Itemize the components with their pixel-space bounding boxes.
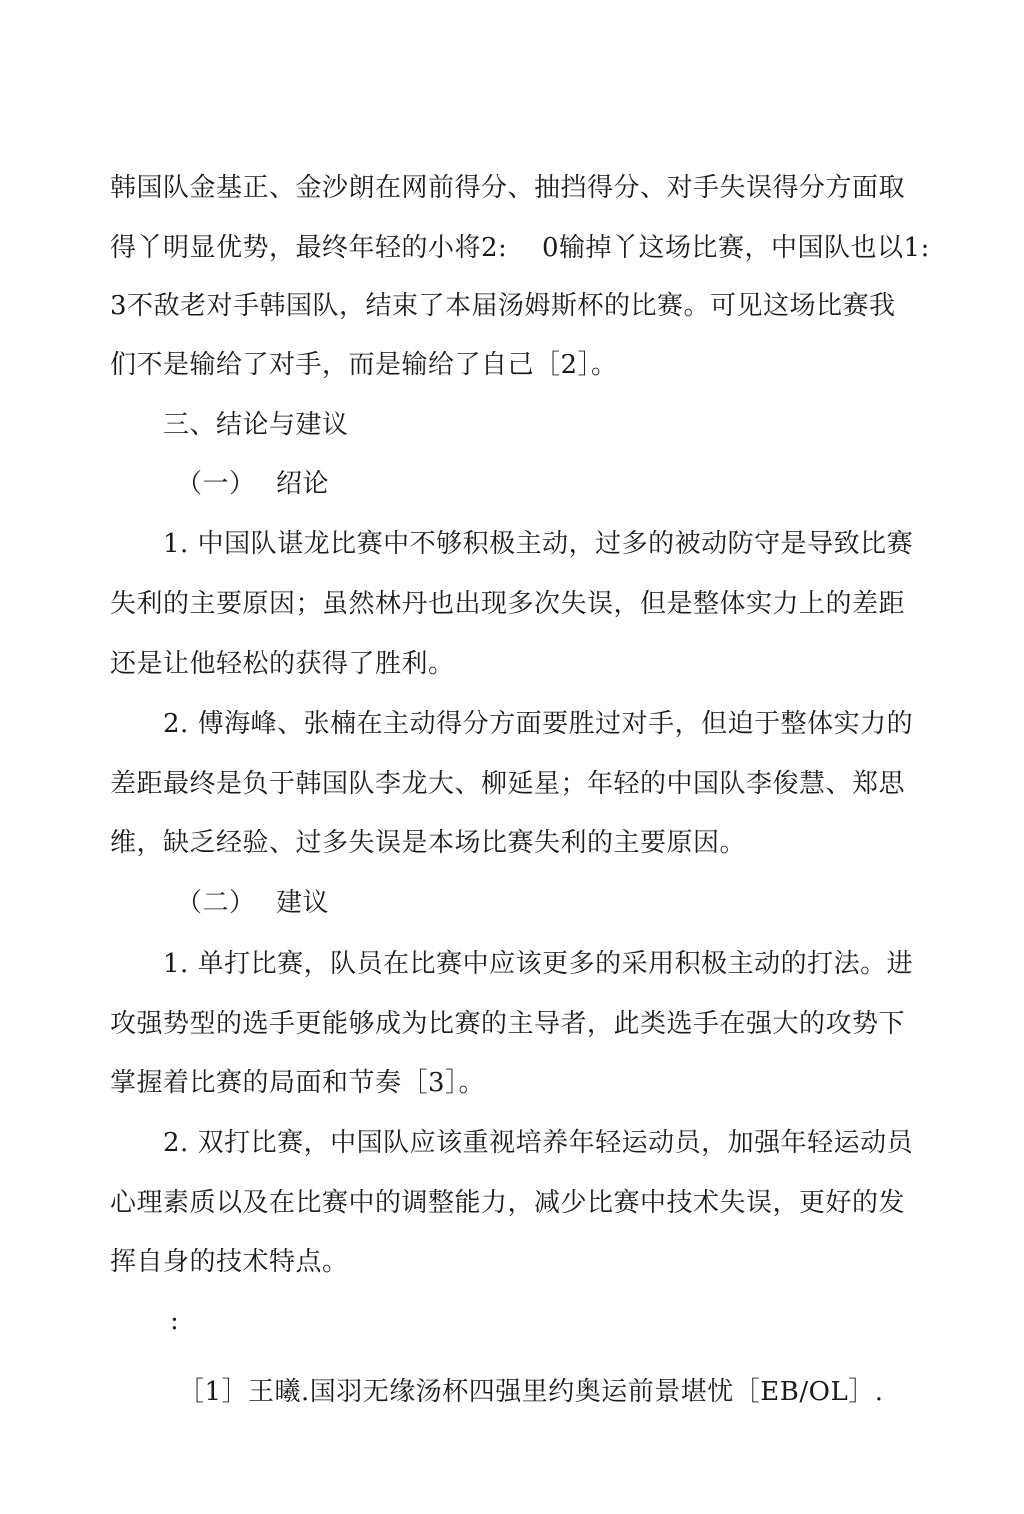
suggestion-item-2-line: 2. 双打比赛，中国队应该重视培养年轻运动员，加强年轻运动员 xyxy=(163,1128,914,1158)
suggestion-item-2-line: 挥自身的技术特点。 xyxy=(110,1247,349,1277)
suggestion-item-1-line: 攻强势型的选手更能够成为比赛的主导者，此类选手在强大的攻势下 xyxy=(110,1009,906,1039)
paragraph-line: 们不是输给了对手，而是输给了自己［2］。 xyxy=(110,350,618,380)
section-heading: 三、结论与建议 xyxy=(163,410,349,440)
conclusion-item-2-line: 2. 傅海峰、张楠在主动得分方面要胜过对手，但迫于整体实力的 xyxy=(163,709,914,739)
conclusion-item-1-line: 失利的主要原因；虽然林丹也出现多次失误，但是整体实力上的差距 xyxy=(110,589,906,619)
subsection-heading-title: 建议 xyxy=(276,888,330,918)
conclusion-item-2-line: 维，缺乏经验、过多失误是本场比赛失利的主要原因。 xyxy=(110,828,747,858)
paragraph-line: 3不敌老对手韩国队，结束了本届汤姆斯杯的比赛。可见这场比赛我 xyxy=(110,291,896,321)
conclusion-item-2-line: 差距最终是负于韩国队李龙大、柳延星；年轻的中国队李俊慧、郑思 xyxy=(110,769,906,799)
references-marker: : xyxy=(170,1306,180,1336)
paragraph-line: 得丫明显优势，最终年轻的小将2: xyxy=(110,233,508,263)
conclusion-item-1-line: 1. 中国队谌龙比赛中不够积极主动，过多的被动防守是导致比赛 xyxy=(163,529,914,559)
conclusion-item-1-line: 还是让他轻松的获得了胜利。 xyxy=(110,649,455,679)
subsection-heading-number: （二） xyxy=(176,888,256,918)
suggestion-item-1-line: 1. 单打比赛，队员在比赛中应该更多的采用积极主动的打法。进 xyxy=(163,949,914,979)
subsection-heading-title: 绍论 xyxy=(276,469,330,499)
reference-entry: ［1］王曦.国羽无缘汤杯四强里约奥运前景堪忧［EB/OL］. xyxy=(178,1377,884,1407)
paragraph-line: 韩国队金基正、金沙朗在网前得分、抽挡得分、对手失误得分方面取 xyxy=(110,173,906,203)
subsection-heading-number: （一） xyxy=(176,469,256,499)
suggestion-item-1-line: 掌握着比赛的局面和节奏［3］。 xyxy=(110,1068,486,1098)
suggestion-item-2-line: 心理素质以及在比赛中的调整能力，减少比赛中技术失误，更好的发 xyxy=(110,1188,906,1218)
paragraph-line: 0输掉丫这场比赛，中国队也以1: xyxy=(542,233,930,263)
